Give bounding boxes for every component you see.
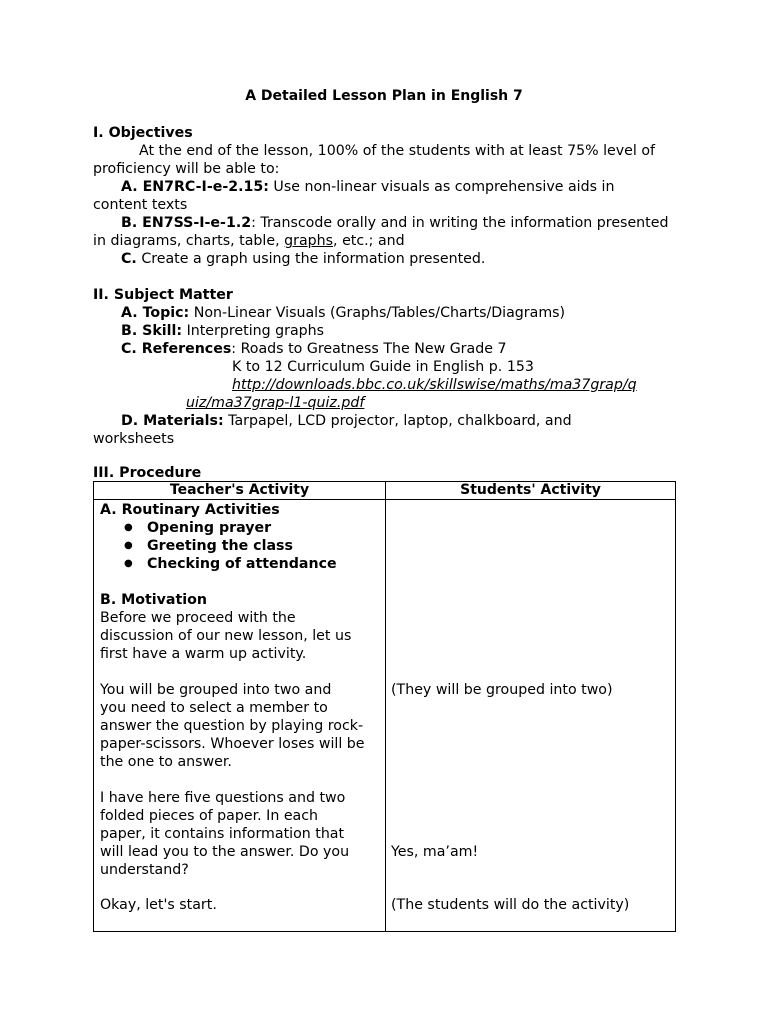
topic-line	[121, 304, 565, 322]
topic-label: A. Topic:	[121, 305, 190, 321]
motivation-text: You will be grouped into two and	[100, 682, 332, 698]
skill-value: Interpreting graphs	[182, 323, 325, 339]
motivation-text: folded pieces of paper. In each	[100, 808, 319, 824]
objectives-intro-line1: At the end of the lesson, 100% of the students with at least 75% level of	[139, 143, 656, 159]
procedure-table	[93, 481, 676, 932]
objective-b-code: B. EN7SS-I-e-1.2	[121, 215, 252, 231]
objective-a	[121, 178, 614, 196]
students-activity-cell	[386, 500, 676, 932]
objective-c-code: C.	[121, 251, 137, 267]
references-label: C. References	[121, 341, 232, 357]
objective-a-text: Use non-linear visuals as comprehensive aids in	[268, 179, 615, 195]
bullet-icon: ●	[124, 540, 133, 551]
motivation-text: Okay, let's start.	[100, 897, 217, 913]
references-value: : Roads to Greatness The New Grade 7	[231, 341, 507, 357]
motivation-text: paper-scissors. Whoever loses will be	[100, 736, 365, 752]
motivation-text: Before we proceed with the	[100, 610, 296, 626]
objective-c	[121, 250, 485, 268]
routinary-item: Checking of attendance	[147, 556, 337, 572]
materials-value: Tarpapel, LCD projector, laptop, chalkboard, and	[223, 413, 572, 429]
materials-label: D. Materials:	[121, 413, 224, 429]
objectives-intro-line2: proficiency will be able to:	[93, 161, 280, 177]
materials-line	[121, 412, 572, 430]
routinary-heading: A. Routinary Activities	[100, 502, 280, 518]
reference-curriculum-guide: K to 12 Curriculum Guide in English p. 153	[232, 359, 534, 375]
teacher-activity-header: Teacher's Activity	[94, 482, 386, 500]
objective-b-post: , etc.; and	[333, 233, 405, 249]
reference-url-line2[interactable]: uiz/ma37grap-l1-quiz.pdf	[186, 395, 365, 411]
motivation-text: answer the question by playing rock-	[100, 718, 364, 734]
objective-a-code: A. EN7RC-I-e-2.15:	[121, 179, 269, 195]
motivation-text: first have a warm up activity.	[100, 646, 307, 662]
objective-b-pre: in diagrams, charts, table,	[93, 233, 285, 249]
objective-a-text-cont: content texts	[93, 197, 188, 213]
motivation-text: understand?	[100, 862, 189, 878]
student-response: Yes, ma’am!	[391, 844, 479, 860]
document-title: A Detailed Lesson Plan in English 7	[245, 88, 523, 104]
graphs-underlined: graphs	[284, 233, 334, 249]
objective-b	[121, 214, 668, 232]
student-response: (The students will do the activity)	[391, 897, 630, 913]
motivation-heading: B. Motivation	[100, 592, 207, 608]
skill-label: B. Skill:	[121, 323, 183, 339]
objective-c-text: Create a graph using the information presented.	[136, 251, 486, 267]
subject-matter-heading: II. Subject Matter	[93, 287, 233, 303]
motivation-text: I have here five questions and two	[100, 790, 346, 806]
motivation-text: you need to select a member to	[100, 700, 328, 716]
objective-b-text: : Transcode orally and in writing the information presented	[251, 215, 669, 231]
bullet-icon: ●	[124, 522, 133, 533]
reference-url-line1[interactable]: http://downloads.bbc.co.uk/skillswise/maths/ma37grap/q	[232, 377, 637, 393]
students-activity-header: Students' Activity	[386, 482, 676, 500]
bullet-icon: ●	[124, 558, 133, 569]
motivation-text: discussion of our new lesson, let us	[100, 628, 352, 644]
objective-b-text-cont	[93, 232, 405, 250]
topic-value: Non-Linear Visuals (Graphs/Tables/Charts/Diagrams)	[189, 305, 566, 321]
motivation-text: will lead you to the answer. Do you	[100, 844, 350, 860]
skill-line	[121, 322, 324, 340]
motivation-text: paper, it contains information that	[100, 826, 345, 842]
procedure-heading: III. Procedure	[93, 465, 202, 481]
teacher-activity-cell	[94, 500, 386, 932]
objectives-heading: I. Objectives	[93, 125, 193, 141]
motivation-text: the one to answer.	[100, 754, 232, 770]
routinary-item: Greeting the class	[147, 538, 293, 554]
procedure-table-header-row	[94, 482, 676, 500]
routinary-item: Opening prayer	[147, 520, 272, 536]
procedure-table-row	[94, 500, 676, 932]
references-line	[121, 340, 506, 358]
student-response: (They will be grouped into two)	[391, 682, 613, 698]
materials-value-cont: worksheets	[93, 431, 175, 447]
